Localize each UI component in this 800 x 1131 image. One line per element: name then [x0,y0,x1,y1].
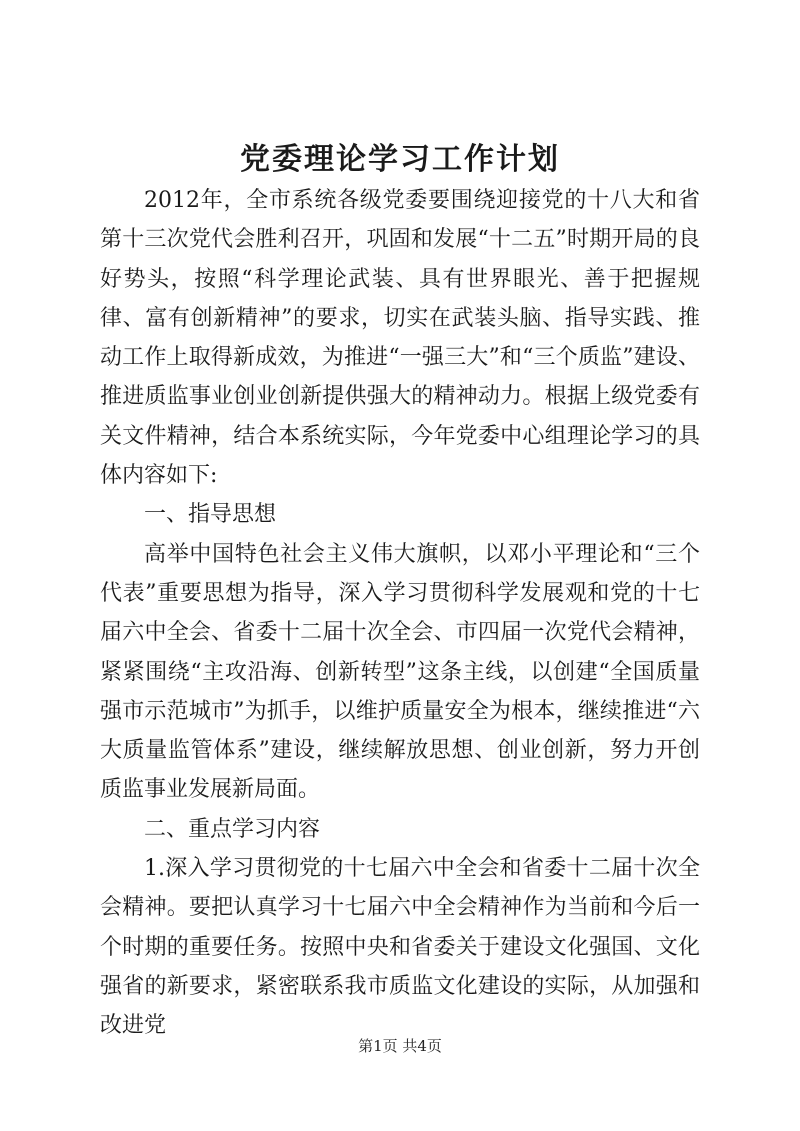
section-heading-key-content: 二、重点学习内容 [144,816,321,842]
key-content-item-1-paragraph: 1.深入学习贯彻党的十七届六中全会和省委十二届十次全会精神。要把认真学习十七届六中全会精神作为当前和今后一个时期的重要任务。按照中央和省委关于建设文化强国、文化强省的新要求，紧密联系我市质监文化建设的实际，从加强和改进党 [100,856,700,1039]
document-body [100,181,700,1046]
document-title: 党委理论学习工作计划 [240,142,560,177]
page-footer: 第1页 共4页 [358,1037,442,1055]
intro-paragraph: 2012年，全市系统各级党委要围绕迎接党的十八大和省第十三次党代会胜利召开，巩固和发展“十二五”时期开局的良好势头，按照“科学理论武装、具有世界眼光、善于把握规律、富有创新精神”的要求，切实在武装头脑、指导实践、推动工作上取得新成效，为推进“一强三大”和“三个质监”建设、推进质监事业创业创新提供强大的精神动力。根据上级党委有关文件精神，结合本系统实际，今年党委中心组理论学习的具体内容如下: [100,188,700,489]
section-heading-guiding-ideology: 一、指导思想 [144,502,277,528]
guiding-ideology-paragraph: 高举中国特色社会主义伟大旗帜，以邓小平理论和“三个代表”重要思想为指导，深入学习贯彻科学发展观和党的十七届六中全会、省委十二届十次全会、市四届一次党代会精神，紧紧围绕“主攻沿海、创新转型”这条主线，以创建“全国质量强市示范城市”为抓手，以维护质量安全为根本，继续推进“六大质量监管体系”建设，继续解放思想、创业创新，努力开创质监事业发展新局面。 [100,541,700,803]
